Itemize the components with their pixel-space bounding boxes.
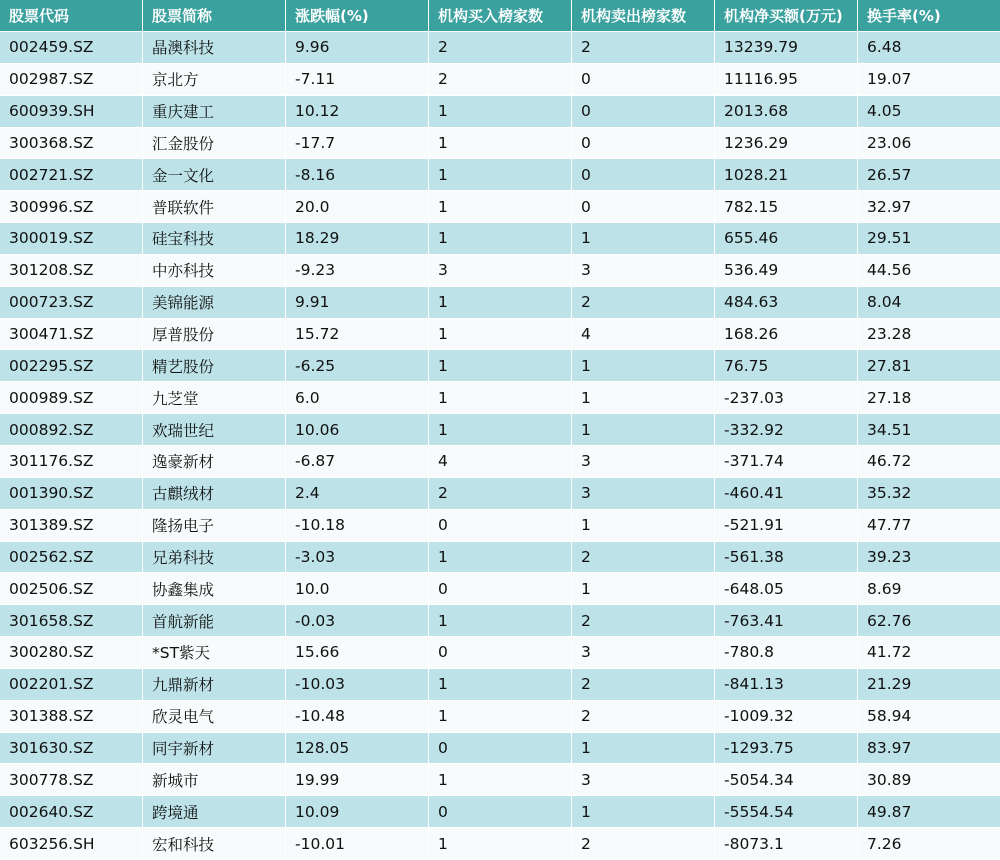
inst-buy-count-cell: 2 xyxy=(429,31,572,63)
table-row[interactable] xyxy=(0,127,1000,159)
turnover-rate-cell: 23.28 xyxy=(858,318,1000,350)
stock-code-cell: 002506.SZ xyxy=(0,572,143,604)
inst-sell-count-cell: 3 xyxy=(572,763,715,795)
stock-code-cell: 000723.SZ xyxy=(0,286,143,318)
stock-code-cell: 002459.SZ xyxy=(0,31,143,63)
inst-buy-count-cell: 0 xyxy=(429,732,572,764)
inst-buy-count-cell: 1 xyxy=(429,668,572,700)
inst-net-buy-cell: 1028.21 xyxy=(715,158,858,190)
stock-name-cell: 宏和科技 xyxy=(143,827,286,859)
turnover-rate-cell: 46.72 xyxy=(858,445,1000,477)
inst-net-buy-cell: -332.92 xyxy=(715,413,858,445)
stock-code-cell: 300778.SZ xyxy=(0,763,143,795)
stock-code-cell: 301630.SZ xyxy=(0,732,143,764)
inst-buy-count-cell: 0 xyxy=(429,572,572,604)
change-pct-cell: -9.23 xyxy=(286,254,429,286)
change-pct-cell: 128.05 xyxy=(286,732,429,764)
inst-sell-count-cell: 1 xyxy=(572,413,715,445)
table-row[interactable] xyxy=(0,763,1000,795)
inst-net-buy-cell: -780.8 xyxy=(715,636,858,668)
table-row[interactable] xyxy=(0,668,1000,700)
header-stock-name[interactable]: 股票简称 xyxy=(143,0,286,31)
header-change-pct[interactable]: 涨跌幅(%) xyxy=(286,0,429,31)
change-pct-cell: -10.48 xyxy=(286,700,429,732)
inst-buy-count-cell: 1 xyxy=(429,318,572,350)
inst-buy-count-cell: 1 xyxy=(429,763,572,795)
turnover-rate-cell: 6.48 xyxy=(858,31,1000,63)
turnover-rate-cell: 4.05 xyxy=(858,95,1000,127)
turnover-rate-cell: 58.94 xyxy=(858,700,1000,732)
inst-net-buy-cell: 655.46 xyxy=(715,222,858,254)
stock-code-cell: 301658.SZ xyxy=(0,604,143,636)
inst-net-buy-cell: -1009.32 xyxy=(715,700,858,732)
change-pct-cell: 9.96 xyxy=(286,31,429,63)
inst-buy-count-cell: 1 xyxy=(429,158,572,190)
inst-net-buy-cell: -521.91 xyxy=(715,509,858,541)
stock-name-cell: 精艺股份 xyxy=(143,349,286,381)
table-row[interactable] xyxy=(0,572,1000,604)
turnover-rate-cell: 32.97 xyxy=(858,190,1000,222)
stock-name-cell: 欢瑞世纪 xyxy=(143,413,286,445)
turnover-rate-cell: 47.77 xyxy=(858,509,1000,541)
table-row[interactable] xyxy=(0,222,1000,254)
inst-buy-count-cell: 0 xyxy=(429,636,572,668)
change-pct-cell: 15.66 xyxy=(286,636,429,668)
stock-code-cell: 002640.SZ xyxy=(0,795,143,827)
inst-sell-count-cell: 0 xyxy=(572,190,715,222)
table-row[interactable] xyxy=(0,254,1000,286)
turnover-rate-cell: 27.18 xyxy=(858,381,1000,413)
change-pct-cell: -7.11 xyxy=(286,63,429,95)
inst-sell-count-cell: 0 xyxy=(572,127,715,159)
turnover-rate-cell: 7.26 xyxy=(858,827,1000,859)
table-row[interactable] xyxy=(0,95,1000,127)
inst-net-buy-cell: 13239.79 xyxy=(715,31,858,63)
stock-code-cell: 002295.SZ xyxy=(0,349,143,381)
turnover-rate-cell: 8.69 xyxy=(858,572,1000,604)
inst-sell-count-cell: 4 xyxy=(572,318,715,350)
inst-sell-count-cell: 2 xyxy=(572,700,715,732)
inst-buy-count-cell: 1 xyxy=(429,95,572,127)
change-pct-cell: -17.7 xyxy=(286,127,429,159)
turnover-rate-cell: 29.51 xyxy=(858,222,1000,254)
change-pct-cell: -10.01 xyxy=(286,827,429,859)
inst-buy-count-cell: 4 xyxy=(429,445,572,477)
header-stock-code[interactable]: 股票代码 xyxy=(0,0,143,31)
inst-buy-count-cell: 1 xyxy=(429,222,572,254)
stock-code-cell: 301388.SZ xyxy=(0,700,143,732)
stock-code-cell: 300368.SZ xyxy=(0,127,143,159)
inst-buy-count-cell: 1 xyxy=(429,541,572,573)
table-row[interactable] xyxy=(0,604,1000,636)
inst-buy-count-cell: 3 xyxy=(429,254,572,286)
change-pct-cell: -6.25 xyxy=(286,349,429,381)
stock-name-cell: 九芝堂 xyxy=(143,381,286,413)
inst-net-buy-cell: -561.38 xyxy=(715,541,858,573)
change-pct-cell: 10.0 xyxy=(286,572,429,604)
stock-name-cell: 普联软件 xyxy=(143,190,286,222)
table-row[interactable] xyxy=(0,286,1000,318)
change-pct-cell: 10.12 xyxy=(286,95,429,127)
stock-name-cell: 跨境通 xyxy=(143,795,286,827)
stock-name-cell: 汇金股份 xyxy=(143,127,286,159)
inst-sell-count-cell: 1 xyxy=(572,509,715,541)
header-inst-net-buy[interactable]: 机构净买额(万元) xyxy=(715,0,858,31)
inst-net-buy-cell: 536.49 xyxy=(715,254,858,286)
change-pct-cell: 6.0 xyxy=(286,381,429,413)
table-row[interactable] xyxy=(0,349,1000,381)
inst-sell-count-cell: 1 xyxy=(572,732,715,764)
turnover-rate-cell: 39.23 xyxy=(858,541,1000,573)
stock-code-cell: 300471.SZ xyxy=(0,318,143,350)
turnover-rate-cell: 62.76 xyxy=(858,604,1000,636)
header-inst-buy-count[interactable]: 机构买入榜家数 xyxy=(429,0,572,31)
change-pct-cell: -6.87 xyxy=(286,445,429,477)
inst-net-buy-cell: 484.63 xyxy=(715,286,858,318)
header-inst-sell-count[interactable]: 机构卖出榜家数 xyxy=(572,0,715,31)
turnover-rate-cell: 8.04 xyxy=(858,286,1000,318)
turnover-rate-cell: 27.81 xyxy=(858,349,1000,381)
stock-code-cell: 002987.SZ xyxy=(0,63,143,95)
table-row[interactable] xyxy=(0,636,1000,668)
change-pct-cell: 9.91 xyxy=(286,286,429,318)
inst-net-buy-cell: -5554.54 xyxy=(715,795,858,827)
change-pct-cell: -3.03 xyxy=(286,541,429,573)
inst-sell-count-cell: 1 xyxy=(572,795,715,827)
turnover-rate-cell: 44.56 xyxy=(858,254,1000,286)
table-row[interactable] xyxy=(0,700,1000,732)
stock-code-cell: 002721.SZ xyxy=(0,158,143,190)
inst-buy-count-cell: 1 xyxy=(429,827,572,859)
table-row[interactable] xyxy=(0,381,1000,413)
stock-name-cell: 金一文化 xyxy=(143,158,286,190)
stock-code-cell: 600939.SH xyxy=(0,95,143,127)
stock-code-cell: 000989.SZ xyxy=(0,381,143,413)
inst-net-buy-cell: -8073.1 xyxy=(715,827,858,859)
turnover-rate-cell: 23.06 xyxy=(858,127,1000,159)
inst-net-buy-cell: 76.75 xyxy=(715,349,858,381)
table-row[interactable] xyxy=(0,732,1000,764)
stock-code-cell: 002562.SZ xyxy=(0,541,143,573)
stock-name-cell: 重庆建工 xyxy=(143,95,286,127)
inst-buy-count-cell: 0 xyxy=(429,509,572,541)
inst-sell-count-cell: 1 xyxy=(572,222,715,254)
stock-code-cell: 300280.SZ xyxy=(0,636,143,668)
stock-name-cell: 逸豪新材 xyxy=(143,445,286,477)
turnover-rate-cell: 30.89 xyxy=(858,763,1000,795)
header-row xyxy=(0,0,1000,31)
inst-sell-count-cell: 1 xyxy=(572,349,715,381)
inst-buy-count-cell: 1 xyxy=(429,286,572,318)
inst-buy-count-cell: 0 xyxy=(429,795,572,827)
inst-sell-count-cell: 0 xyxy=(572,95,715,127)
change-pct-cell: 2.4 xyxy=(286,477,429,509)
turnover-rate-cell: 21.29 xyxy=(858,668,1000,700)
inst-sell-count-cell: 2 xyxy=(572,827,715,859)
inst-net-buy-cell: 168.26 xyxy=(715,318,858,350)
stock-name-cell: *ST紫天 xyxy=(143,636,286,668)
inst-net-buy-cell: -1293.75 xyxy=(715,732,858,764)
stock-name-cell: 九鼎新材 xyxy=(143,668,286,700)
stock-name-cell: 隆扬电子 xyxy=(143,509,286,541)
table-row[interactable] xyxy=(0,541,1000,573)
table-row[interactable] xyxy=(0,477,1000,509)
change-pct-cell: 10.06 xyxy=(286,413,429,445)
stock-name-cell: 中亦科技 xyxy=(143,254,286,286)
stock-name-cell: 同宇新材 xyxy=(143,732,286,764)
stock-code-cell: 002201.SZ xyxy=(0,668,143,700)
stock-code-cell: 301208.SZ xyxy=(0,254,143,286)
stock-code-cell: 001390.SZ xyxy=(0,477,143,509)
stock-name-cell: 兄弟科技 xyxy=(143,541,286,573)
change-pct-cell: 18.29 xyxy=(286,222,429,254)
inst-net-buy-cell: 2013.68 xyxy=(715,95,858,127)
inst-buy-count-cell: 1 xyxy=(429,700,572,732)
stock-name-cell: 硅宝科技 xyxy=(143,222,286,254)
stock-name-cell: 新城市 xyxy=(143,763,286,795)
inst-net-buy-cell: -841.13 xyxy=(715,668,858,700)
turnover-rate-cell: 83.97 xyxy=(858,732,1000,764)
inst-sell-count-cell: 2 xyxy=(572,668,715,700)
stock-code-cell: 000892.SZ xyxy=(0,413,143,445)
inst-buy-count-cell: 2 xyxy=(429,63,572,95)
stock-code-cell: 300996.SZ xyxy=(0,190,143,222)
table-row[interactable] xyxy=(0,63,1000,95)
inst-sell-count-cell: 2 xyxy=(572,604,715,636)
turnover-rate-cell: 34.51 xyxy=(858,413,1000,445)
table-row[interactable] xyxy=(0,158,1000,190)
inst-net-buy-cell: -648.05 xyxy=(715,572,858,604)
inst-buy-count-cell: 1 xyxy=(429,349,572,381)
inst-buy-count-cell: 1 xyxy=(429,413,572,445)
turnover-rate-cell: 19.07 xyxy=(858,63,1000,95)
turnover-rate-cell: 26.57 xyxy=(858,158,1000,190)
table-row[interactable] xyxy=(0,190,1000,222)
change-pct-cell: 15.72 xyxy=(286,318,429,350)
stock-name-cell: 美锦能源 xyxy=(143,286,286,318)
change-pct-cell: -0.03 xyxy=(286,604,429,636)
inst-sell-count-cell: 3 xyxy=(572,477,715,509)
turnover-rate-cell: 35.32 xyxy=(858,477,1000,509)
inst-sell-count-cell: 3 xyxy=(572,636,715,668)
stock-name-cell: 协鑫集成 xyxy=(143,572,286,604)
table-header xyxy=(0,0,1000,31)
inst-net-buy-cell: 782.15 xyxy=(715,190,858,222)
inst-sell-count-cell: 2 xyxy=(572,541,715,573)
header-turnover-rate[interactable]: 换手率(%) xyxy=(858,0,1000,31)
inst-sell-count-cell: 2 xyxy=(572,286,715,318)
inst-sell-count-cell: 0 xyxy=(572,158,715,190)
inst-sell-count-cell: 1 xyxy=(572,381,715,413)
table-row[interactable] xyxy=(0,31,1000,63)
inst-sell-count-cell: 1 xyxy=(572,572,715,604)
turnover-rate-cell: 41.72 xyxy=(858,636,1000,668)
stock-name-cell: 欣灵电气 xyxy=(143,700,286,732)
stock-name-cell: 古麒绒材 xyxy=(143,477,286,509)
turnover-rate-cell: 49.87 xyxy=(858,795,1000,827)
table-row[interactable] xyxy=(0,445,1000,477)
stock-name-cell: 晶澳科技 xyxy=(143,31,286,63)
stock-code-cell: 301176.SZ xyxy=(0,445,143,477)
stock-code-cell: 603256.SH xyxy=(0,827,143,859)
inst-net-buy-cell: -371.74 xyxy=(715,445,858,477)
stock-name-cell: 京北方 xyxy=(143,63,286,95)
inst-sell-count-cell: 0 xyxy=(572,63,715,95)
inst-buy-count-cell: 1 xyxy=(429,190,572,222)
change-pct-cell: 10.09 xyxy=(286,795,429,827)
inst-sell-count-cell: 3 xyxy=(572,254,715,286)
change-pct-cell: 20.0 xyxy=(286,190,429,222)
inst-net-buy-cell: -237.03 xyxy=(715,381,858,413)
inst-net-buy-cell: -460.41 xyxy=(715,477,858,509)
inst-buy-count-cell: 1 xyxy=(429,604,572,636)
inst-net-buy-cell: -763.41 xyxy=(715,604,858,636)
inst-buy-count-cell: 2 xyxy=(429,477,572,509)
stock-name-cell: 厚普股份 xyxy=(143,318,286,350)
table-row[interactable] xyxy=(0,509,1000,541)
table-row[interactable] xyxy=(0,795,1000,827)
stock-code-cell: 300019.SZ xyxy=(0,222,143,254)
inst-net-buy-cell: 1236.29 xyxy=(715,127,858,159)
inst-net-buy-cell: -5054.34 xyxy=(715,763,858,795)
table-body xyxy=(0,31,1000,859)
inst-sell-count-cell: 2 xyxy=(572,31,715,63)
inst-net-buy-cell: 11116.95 xyxy=(715,63,858,95)
stock-name-cell: 首航新能 xyxy=(143,604,286,636)
change-pct-cell: -10.18 xyxy=(286,509,429,541)
table-row[interactable] xyxy=(0,827,1000,859)
stock-code-cell: 301389.SZ xyxy=(0,509,143,541)
change-pct-cell: -8.16 xyxy=(286,158,429,190)
inst-buy-count-cell: 1 xyxy=(429,127,572,159)
change-pct-cell: -10.03 xyxy=(286,668,429,700)
change-pct-cell: 19.99 xyxy=(286,763,429,795)
inst-sell-count-cell: 3 xyxy=(572,445,715,477)
inst-buy-count-cell: 1 xyxy=(429,381,572,413)
table-row[interactable] xyxy=(0,318,1000,350)
table-row[interactable] xyxy=(0,413,1000,445)
